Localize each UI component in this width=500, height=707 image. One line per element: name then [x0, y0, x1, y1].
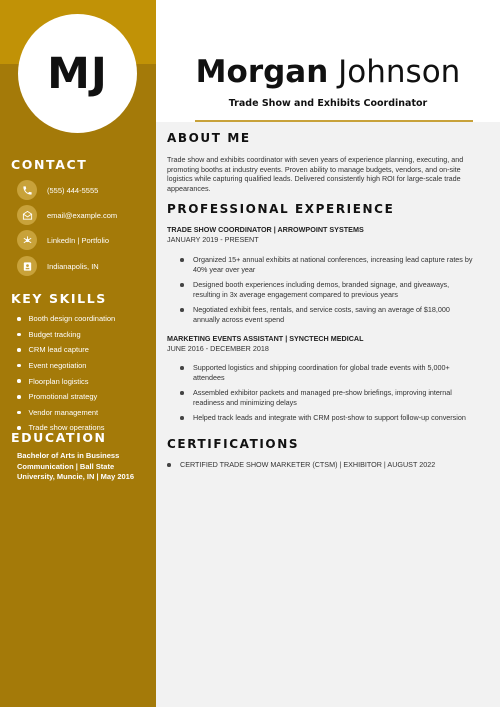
- network-icon: [17, 230, 37, 250]
- list-item: Organized 15+ annual exhibits at national conferences, increasing lead capture rates by 40% year over year: [180, 255, 477, 274]
- job-2-bullets: [180, 363, 477, 429]
- list-item: Negotiated exhibit fees, rentals, and service costs, saving an average of $18,000 annually across event spend: [180, 305, 477, 324]
- contact-email-text: email@example.com: [47, 210, 118, 220]
- contact-links-text: LinkedIn | Portfolio: [47, 235, 109, 245]
- list-item: Supported logistics and shipping coordination for global trade events with 5,000+ attendees: [180, 363, 477, 382]
- contact-phone-text: (555) 444-5555: [47, 185, 99, 195]
- job-1-bullets: [180, 255, 477, 331]
- contact-email[interactable]: [17, 205, 117, 225]
- job-1-dates: JANUARY 2019 - PRESENT: [167, 235, 259, 244]
- email-icon: [17, 205, 37, 225]
- location-icon: [17, 256, 37, 276]
- job-2-dates: JUNE 2016 - DECEMBER 2018: [167, 344, 269, 353]
- skill-item: Budget tracking: [17, 327, 115, 343]
- contact-phone[interactable]: [17, 180, 98, 200]
- skill-item: Promotional strategy: [17, 389, 115, 405]
- job-title: Trade Show and Exhibits Coordinator: [228, 98, 428, 109]
- job-2-title: MARKETING EVENTS ASSISTANT | SYNCTECH MEDICAL: [167, 334, 364, 343]
- contact-location: [17, 256, 99, 276]
- list-item: Designed booth experiences including demos, branded signage, and giveaways, resulting in 3x average engagement compared to previous years: [180, 280, 477, 299]
- list-item: Assembled exhibitor packets and managed pre-show briefings, improving internal readiness and minimizing delays: [180, 388, 477, 407]
- monogram-initials: MJ: [47, 48, 108, 99]
- about-heading: ABOUT ME: [167, 131, 251, 145]
- skills-heading: KEY SKILLS: [11, 291, 107, 306]
- certifications-heading: CERTIFICATIONS: [167, 437, 300, 451]
- last-name: Johnson: [338, 54, 461, 90]
- list-item: CERTIFIED TRADE SHOW MARKETER (CTSM) | EXHIBITOR | AUGUST 2022: [167, 460, 487, 470]
- first-name: Morgan: [195, 54, 329, 90]
- skill-item: Vendor management: [17, 405, 115, 421]
- contact-heading: CONTACT: [11, 157, 88, 172]
- about-text: Trade show and exhibits coordinator with seven years of experience planning, executing, and promoting booths at industry events. Proven ability to manage budgets, vendors, and on-site logistics while capturing qualified leads. Delivered consistently high ROI for large-scale trade appearances.: [167, 155, 464, 193]
- contact-links[interactable]: [17, 230, 109, 250]
- education-entry: Bachelor of Arts in Business Communication | Ball State University, Muncie, IN | May 2016: [17, 451, 135, 481]
- monogram-avatar: [18, 14, 137, 133]
- contact-location-text: Indianapolis, IN: [47, 261, 99, 271]
- skill-item: Trade show operations: [17, 420, 115, 436]
- skills-list: [17, 311, 115, 436]
- skill-item: Event negotiation: [17, 358, 115, 374]
- certifications-list: [167, 460, 487, 476]
- experience-heading: PROFESSIONAL EXPERIENCE: [167, 202, 395, 216]
- job-1-title: TRADE SHOW COORDINATOR | ARROWPOINT SYSTEMS: [167, 225, 364, 234]
- skill-item: Floorplan logistics: [17, 373, 115, 389]
- skill-item: Booth design coordination: [17, 311, 115, 327]
- skill-item: CRM lead capture: [17, 342, 115, 358]
- list-item: Helped track leads and integrate with CRM post-show to support follow-up conversion: [180, 413, 477, 423]
- phone-icon: [17, 180, 37, 200]
- education-heading: EDUCATION: [11, 430, 107, 445]
- full-name: [156, 54, 500, 90]
